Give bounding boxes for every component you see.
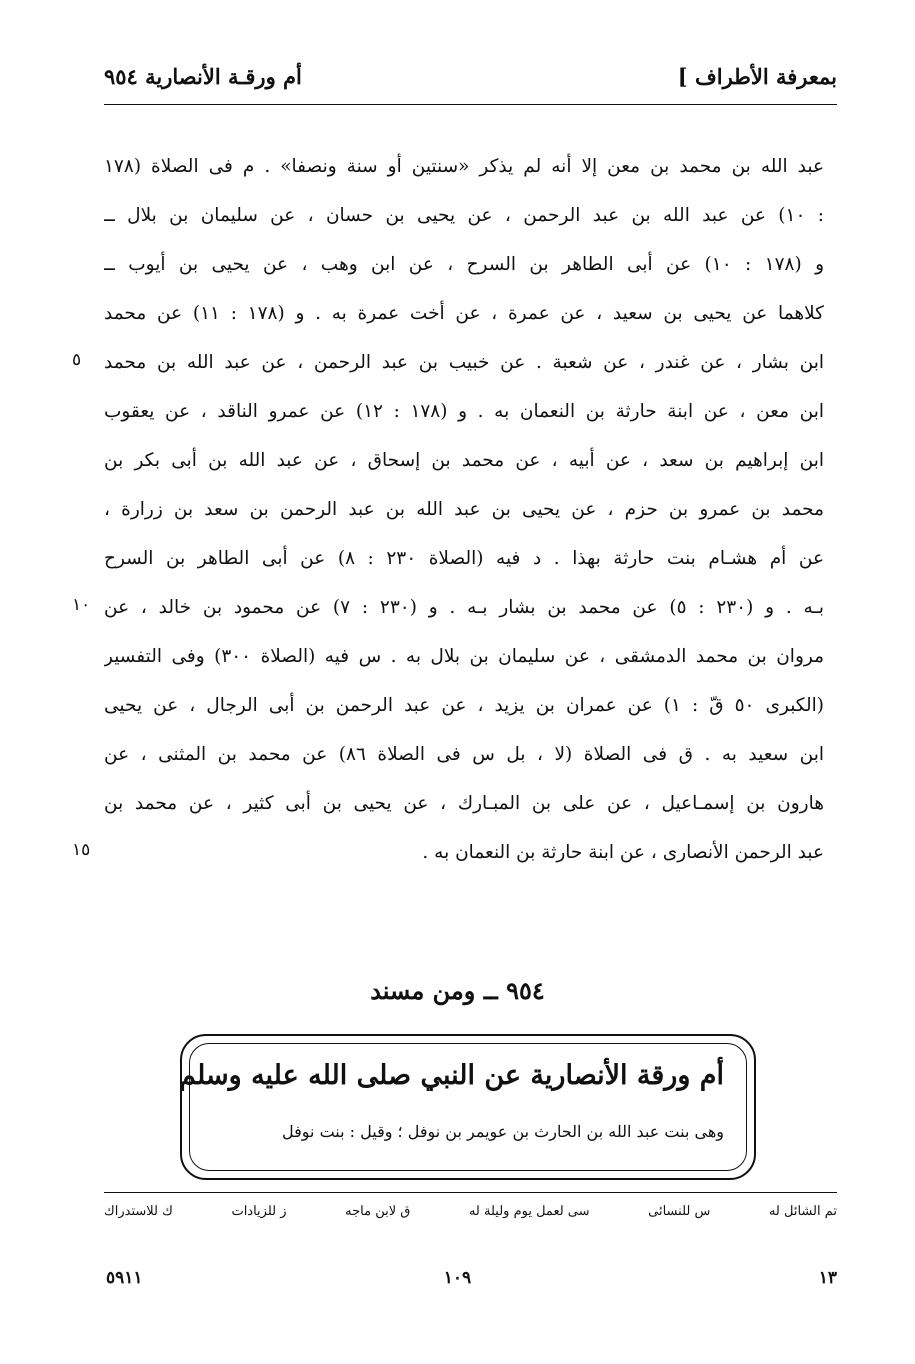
line-number-15: ١٥	[72, 840, 91, 860]
volume-number: ١٣	[818, 1268, 837, 1288]
ornamental-frame	[180, 1034, 756, 1180]
footnote-item: ق لابن ماجه	[345, 1204, 411, 1219]
body-line-1: عبد الله بن محمد بن معن إلا أنه لم يذكر «سنتين أو سنة ونصفا» . م فى الصلاة (١٧٨	[104, 156, 824, 177]
footnote-item: تم الشائل له	[768, 1204, 837, 1219]
body-line-5: ابن بشار ، عن غندر ، عن شعبة . عن خبيب بن عبد الرحمن ، عن عبد الله بن محمد	[104, 352, 824, 373]
page-number: ١٠٩	[443, 1268, 472, 1288]
body-line-14: هارون بن إسمـاعيل ، عن على بن المبـارك ، عن يحيى بن أبى كثير ، عن محمد بن	[104, 793, 824, 814]
body-text	[104, 142, 824, 877]
hadith-number: ٥٩١١	[106, 1268, 143, 1288]
body-line-3: و (١٧٨ : ١٠) عن أبى الطاهر بن السرح ، عن ابن وهب ، عن يحيى بن أيوب ــ	[104, 254, 824, 275]
body-line-12: (الكبرى ٥٠ قّ : ١) عن عمران بن يزيد ، عن عبد الرحمن بن أبى الرجال ، عن يحيى	[104, 695, 824, 716]
footnote-item: سى لعمل يوم وليلة له	[468, 1204, 590, 1219]
body-line-2: : ١٠) عن عبد الله بن عبد الرحمن ، عن يحيى بن حسان ، عن سليمان بن بلال ــ	[104, 205, 824, 226]
header-divider	[104, 104, 837, 105]
abbreviation-key	[104, 1204, 837, 1219]
body-line-6: ابن معن ، عن ابنة حارثة بن النعمان به . و (١٧٨ : ١٢) عن عمرو الناقد ، عن يعقوب	[104, 401, 824, 422]
body-line-4: كلاهما عن يحيى بن سعيد ، عن عمرة ، عن أخت عمرة به . و (١٧٨ : ١١) عن محمد	[104, 303, 824, 324]
body-line-9: عن أم هشـام بنت حارثة بهذا . د فيه (الصلاة ٢٣٠ : ٨) عن أبى الطاهر بن السرح	[104, 548, 824, 569]
footnote-item: ز للزيادات	[231, 1204, 287, 1219]
line-number-5: ٥	[72, 350, 82, 370]
body-line-10: بـه . و (٢٣٠ : ٥) عن محمد بن بشار بـه . و (٢٣٠ : ٧) عن محمود بن خالد ، عن	[104, 597, 824, 618]
footnote-divider	[104, 1192, 837, 1193]
frame-subtitle: وهى بنت عبد الله بن الحارث بن عويمر بن نوفل ؛ وقيل : بنت نوفل	[282, 1122, 724, 1141]
body-line-13: ابن سعيد به . ق فى الصلاة (لا ، بل س فى الصلاة ٨٦) عن محمد بن المثنى ، عن	[104, 744, 824, 765]
body-line-11: مروان بن محمد الدمشقى ، عن سليمان بن بلال به . س فيه (الصلاة ٣٠٠) وفى التفسير	[104, 646, 824, 667]
body-line-8: محمد بن عمرو بن حزم ، عن يحيى بن عبد الله بن عبد الرحمن بن سعد بن زرارة ،	[104, 499, 824, 520]
body-line-15: عبد الرحمن الأنصارى ، عن ابنة حارثة بن النعمان به .	[422, 842, 824, 863]
section-title: ٩٥٤ ــ ومن مسند	[370, 976, 545, 1005]
footnote-item: س للنسائى	[648, 1204, 711, 1219]
body-line-7: ابن إبراهيم بن سعد ، عن أبيه ، عن محمد بن إسحاق ، عن عبد الله بن أبى بكر بن	[104, 450, 824, 471]
running-header-left: أم ورقـة الأنصارية ٩٥٤	[104, 64, 302, 89]
running-header-right: بمعرفة الأطراف ]	[677, 64, 837, 89]
footnote-item: ك للاستدراك	[104, 1204, 173, 1219]
line-number-10: ١٠	[72, 595, 91, 615]
frame-title: أم ورقة الأنصارية عن النبي صلى الله عليه وسلم	[179, 1060, 724, 1091]
